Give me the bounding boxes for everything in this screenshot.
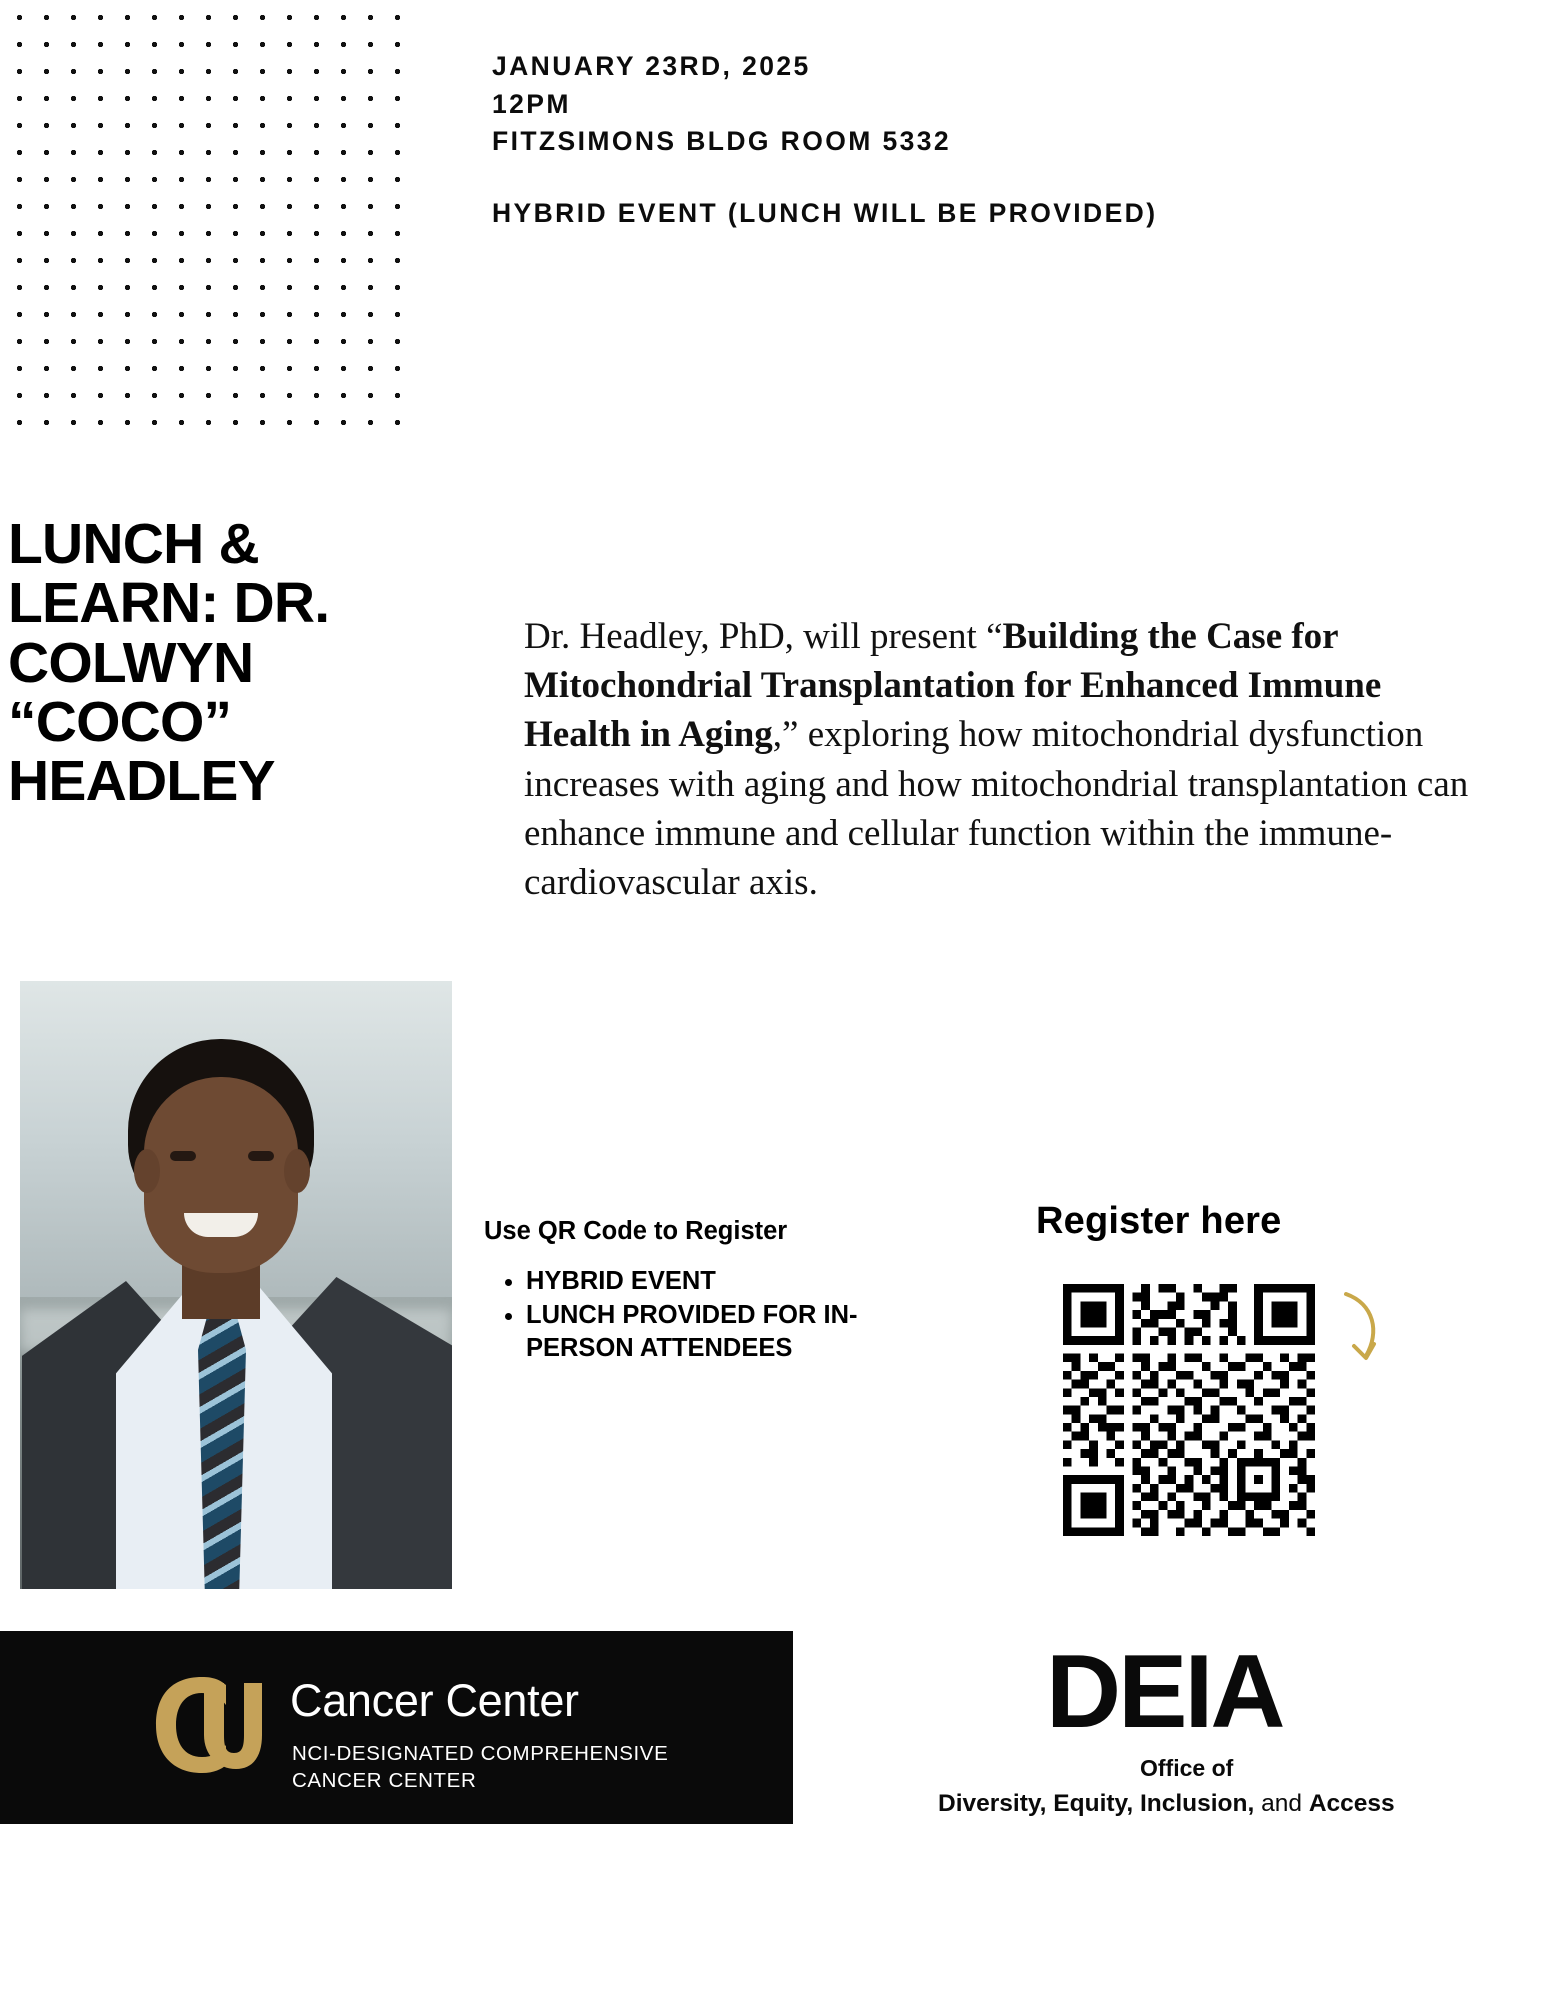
event-details-block bbox=[492, 48, 1392, 233]
event-date: JANUARY 23RD, 2025 bbox=[492, 51, 811, 81]
photo-face bbox=[144, 1077, 298, 1273]
talk-abstract bbox=[524, 612, 1484, 907]
event-format-note: HYBRID EVENT (LUNCH WILL BE PROVIDED) bbox=[492, 197, 1158, 228]
event-time: 12PM bbox=[492, 88, 571, 119]
dot-pattern-decoration bbox=[0, 0, 400, 430]
deia-tagline bbox=[938, 1790, 1395, 1818]
page-title: LUNCH & LEARN: DR. COLWYN “COCO” HEADLEY bbox=[8, 512, 330, 814]
deia-office-label: Office of bbox=[1140, 1755, 1234, 1781]
cu-cancer-center-logo-bar bbox=[0, 1631, 793, 1824]
registration-qr-code[interactable] bbox=[1048, 1284, 1330, 1536]
cu-logo-subline-2: CANCER CENTER bbox=[292, 1768, 477, 1792]
curved-arrow-icon bbox=[1340, 1290, 1386, 1372]
photo-necktie bbox=[198, 1311, 246, 1589]
list-item: • HYBRID EVENT bbox=[526, 1265, 904, 1299]
cu-logo-name: Cancer Center bbox=[290, 1675, 579, 1726]
deia-tagline-bold-1: Diversity, Equity, Inclusion, bbox=[938, 1790, 1255, 1817]
cu-logo-subline bbox=[292, 1741, 668, 1794]
speaker-headshot-photo bbox=[20, 981, 452, 1589]
photo-eye-right bbox=[248, 1151, 274, 1161]
photo-ear-left bbox=[134, 1149, 160, 1193]
registration-bullet-list bbox=[484, 1265, 904, 1366]
register-here-label: Register here bbox=[1036, 1200, 1282, 1242]
photo-eye-left bbox=[170, 1151, 196, 1161]
deia-tagline-plain: and bbox=[1254, 1790, 1309, 1817]
abstract-talk-title: Building the Case for Mitochondrial Transplantation for Enhanced Immune Health in Aging bbox=[524, 616, 1382, 756]
list-item: • LUNCH PROVIDED FOR IN-PERSON ATTENDEES bbox=[526, 1299, 904, 1366]
event-location: FITZSIMONS BLDG ROOM 5332 bbox=[492, 126, 952, 157]
abstract-rest: ,” exploring how mitochondrial dysfunction increases with aging and how mitochondrial transplantation can enhance immune and cellular function within the immune-cardiovascular axis. bbox=[524, 714, 1469, 904]
qr-code-icon bbox=[1048, 1284, 1330, 1536]
photo-ear-right bbox=[284, 1149, 310, 1193]
abstract-lead: Dr. Headley, PhD, will present “ bbox=[524, 616, 1003, 657]
deia-wordmark: DEIA bbox=[1046, 1634, 1283, 1750]
cu-logo-icon bbox=[144, 1667, 266, 1783]
cu-logo-subline-1: NCI-DESIGNATED COMPREHENSIVE bbox=[292, 1742, 669, 1765]
deia-tagline-bold-2: Access bbox=[1308, 1790, 1395, 1817]
qr-instructions-heading: Use QR Code to Register bbox=[484, 1217, 788, 1245]
